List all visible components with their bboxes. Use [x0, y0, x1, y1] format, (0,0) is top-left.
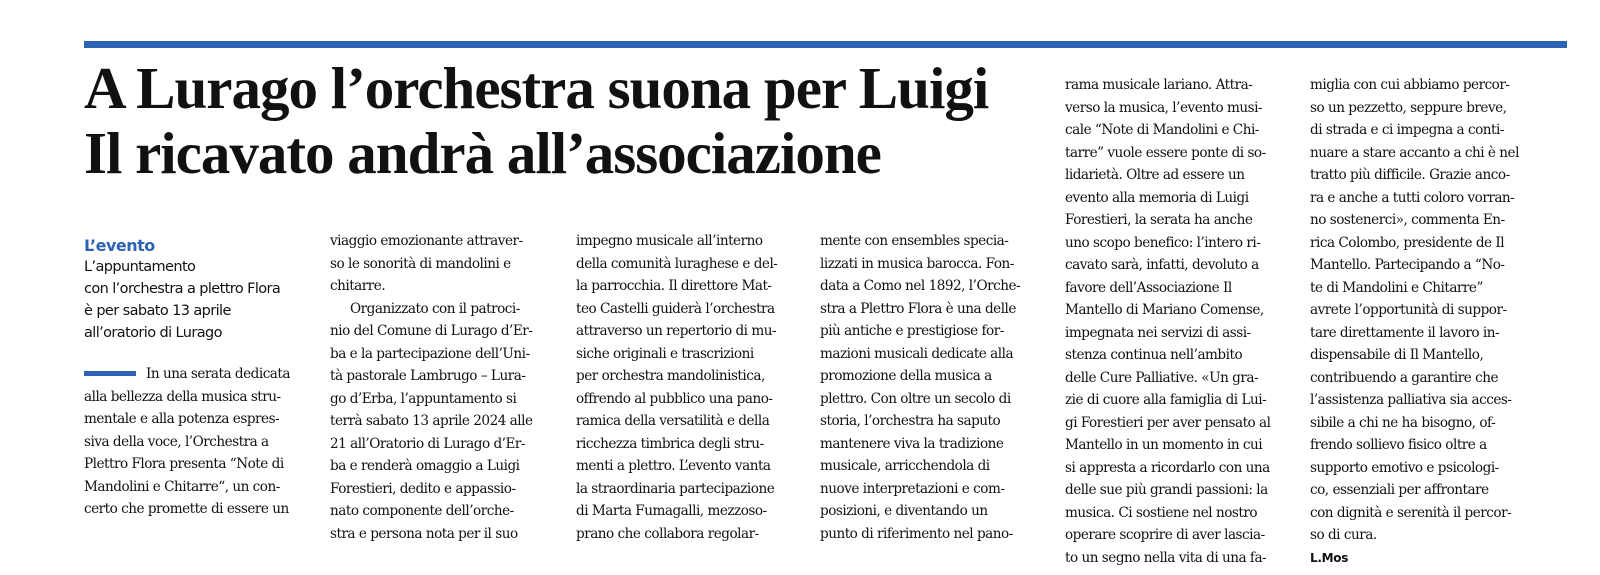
text-line: di strada e ci impegna a conti- — [1310, 122, 1504, 138]
text-line: impegno musicale all’interno — [576, 233, 763, 249]
text-line: lidarietà. Oltre ad essere un — [1065, 167, 1245, 183]
text-line: Mantello di Mariano Comense, — [1065, 302, 1264, 318]
summary-line: all’oratorio di Lurago — [84, 325, 222, 341]
text-line: Plettro Flora presenta “Note di — [84, 456, 284, 472]
text-line: sibile a chi ne ha bisogno, of- — [1310, 414, 1496, 431]
text-line: ramica della versatilità e della — [576, 413, 770, 429]
text-line: viaggio emozionante attraver- — [330, 233, 523, 249]
text-line: ra e anche a tutti coloro vorran- — [1310, 189, 1515, 206]
text-line: no sostenerci», commenta En- — [1310, 212, 1505, 228]
text-line: della comunità luraghese e del- — [576, 255, 778, 272]
text-line: Organizzato con il patroci- — [350, 300, 520, 317]
headline-line-1: A Lurago l’orchestra suona per Luigi — [84, 55, 989, 121]
text-line: stra a Plettro Flora è una delle — [820, 300, 1016, 317]
text-line: nuare a stare accanto a chi è nel — [1310, 144, 1519, 161]
text-line: impegnata nei servizi di assi- — [1065, 324, 1251, 341]
lead-bar — [84, 371, 136, 376]
text-line: nio del Comune di Lurago d’Er- — [330, 323, 533, 339]
text-line: mazioni musicali dedicate alla — [820, 345, 1014, 362]
article-column-4 — [820, 230, 1048, 545]
text-line: go d’Erba, l’appuntamento si — [330, 390, 517, 407]
summary-line: L’appuntamento — [84, 259, 196, 275]
text-line: musicale, arricchendola di — [820, 458, 990, 474]
text-line: Mantello in un momento in cui — [1065, 437, 1263, 453]
text-line: Mantello. Partecipando a “No- — [1310, 257, 1505, 273]
text-line: avrete l’opportunità di suppor- — [1310, 302, 1507, 318]
text-line: per orchestra mandolinistica, — [576, 368, 765, 384]
top-rule — [84, 41, 1567, 48]
text-line: menti a plettro. L’evento vanta — [576, 458, 771, 474]
text-line: punto di riferimento nel pano- — [820, 525, 1013, 542]
text-line: te di Mandolini e Chitarre” — [1310, 279, 1483, 296]
text-line: uno scopo benefico: l’intero ri- — [1065, 234, 1261, 251]
text-line: promozione della musica a — [820, 368, 992, 384]
text-line: teo Castelli guiderà l’orchestra — [576, 300, 775, 317]
text-line: so un pezzetto, seppure breve, — [1310, 99, 1507, 116]
text-line: Mandolini e Chitarre“, un con- — [84, 478, 280, 495]
text-line: mantenere viva la tradizione — [820, 435, 1004, 452]
text-line: co, essenziali per affrontare — [1310, 482, 1489, 498]
text-line: chitarre. — [330, 278, 386, 294]
article-column-6 — [1310, 74, 1567, 569]
text-line: stra e persona nota per il suo — [330, 525, 518, 542]
text-line: posizioni, e diventando un — [820, 503, 988, 519]
text-line: 21 all’Oratorio di Lurago d’Er- — [330, 435, 525, 452]
article-column-3 — [576, 230, 804, 545]
text-line: mentale e alla potenza espres- — [84, 411, 280, 427]
text-line: rica Colombo, presidente de Il — [1310, 234, 1505, 251]
text-line: tarre” vuole essere ponte di so- — [1065, 144, 1266, 161]
summary-line: è per sabato 13 aprile — [84, 303, 231, 319]
text-line: operare scoprire di aver lascia- — [1065, 527, 1265, 543]
article-column-5 — [1065, 74, 1293, 569]
text-line: lizzati in musica barocca. Fon- — [820, 255, 1014, 272]
text-line: certo che promette di essere un — [84, 501, 289, 517]
text-line: gi Forestieri per aver pensato al — [1065, 414, 1271, 431]
lead-line: In una serata dedicata — [84, 363, 319, 386]
text-line: ricchezza timbrica degli stru- — [576, 435, 764, 452]
text-line: tratto più difficile. Grazie anco- — [1310, 167, 1510, 183]
text-line: evento alla memoria di Luigi — [1065, 189, 1249, 206]
text-line: miglia con cui abbiamo percor- — [1310, 77, 1510, 93]
text-line: musica. Ci sostiene nel nostro — [1065, 504, 1258, 521]
text-line: stenza continua nell’ambito — [1065, 347, 1243, 363]
text-line: ba e la partecipazione dell’Uni- — [330, 345, 530, 362]
text-line: l’assistenza palliativa sia acces- — [1310, 392, 1512, 408]
text-line: la straordinaria partecipazione — [576, 480, 775, 497]
byline: L.Mos — [1310, 550, 1349, 565]
summary-text — [84, 256, 319, 344]
article-column-2 — [330, 230, 560, 545]
text-line: Forestieri, dedito e appassio- — [330, 480, 516, 497]
text-line: dispensabile di Il Mantello, — [1310, 347, 1484, 363]
text-line: so le sonorità di mandolini e — [330, 255, 511, 272]
text-line: nuove interpretazioni e com- — [820, 480, 1005, 497]
text-line: ba e renderà omaggio a Luigi — [330, 458, 520, 474]
text-line: attraverso un repertorio di mu- — [576, 323, 777, 339]
kicker: L’evento — [84, 236, 155, 255]
text-line: favore dell’Associazione Il — [1065, 279, 1232, 296]
text-line: cale “Note di Mandolini e Chi- — [1065, 122, 1259, 138]
text-line: più antiche e prestigiose for- — [820, 323, 1004, 339]
text-line: cavato sarà, infatti, devoluto a — [1065, 257, 1259, 273]
text-line: si appresta a ricordarlo con una — [1065, 459, 1270, 476]
text-line: delle sue più grandi passioni: la — [1065, 482, 1268, 498]
text-line: contribuendo a garantire che — [1310, 369, 1499, 386]
headline-line-2: Il ricavato andrà all’associazione — [84, 120, 881, 186]
text-line: tà pastorale Lambrugo – Lura- — [330, 368, 526, 384]
text-line: nato componente dell’orche- — [330, 503, 514, 519]
text-line: storia, l’orchestra ha saputo — [820, 413, 1001, 429]
text-line: siche originali e trascrizioni — [576, 345, 754, 362]
text-line: supporto emotivo e psicologi- — [1310, 459, 1499, 476]
sidebar-summary — [84, 236, 319, 344]
text-line: zie di cuore alla famiglia di Lui- — [1065, 392, 1267, 408]
text-line: la parrocchia. Il direttore Mat- — [576, 278, 772, 294]
text-line: offrendo al pubblico una pano- — [576, 390, 773, 407]
text-line: Forestieri, la serata ha anche — [1065, 212, 1253, 228]
text-line: terrà sabato 13 aprile 2024 alle — [330, 413, 533, 429]
text-line: con dignità e serenità il percor- — [1310, 504, 1512, 521]
text-line: rama musicale lariano. Attra- — [1065, 77, 1253, 93]
text-line: mente con ensembles specia- — [820, 233, 1009, 249]
summary-line: con l’orchestra a plettro Flora — [84, 281, 281, 297]
text-line: di Marta Fumagalli, mezzoso- — [576, 503, 767, 519]
text-line: delle Cure Palliative. «Un gra- — [1065, 369, 1259, 386]
text-line: siva della voce, l’Orchestra a — [84, 433, 269, 450]
headline — [84, 56, 1064, 186]
text-line: prano che collabora regolar- — [576, 525, 759, 542]
text-line: alla bellezza della musica stru- — [84, 388, 281, 405]
text-line: frendo sollievo fisico oltre a — [1310, 437, 1487, 453]
text-line: so di cura. — [1310, 527, 1377, 543]
article-column-1 — [84, 363, 319, 521]
text-line: to un segno nella vita di una fa- — [1065, 549, 1267, 566]
text-line: tare direttamente il lavoro in- — [1310, 324, 1500, 341]
text-line: data a Como nel 1892, l’Orche- — [820, 278, 1021, 294]
text-line: verso la musica, l’evento musi- — [1065, 99, 1263, 116]
text-line: plettro. Con oltre un secolo di — [820, 390, 1011, 407]
